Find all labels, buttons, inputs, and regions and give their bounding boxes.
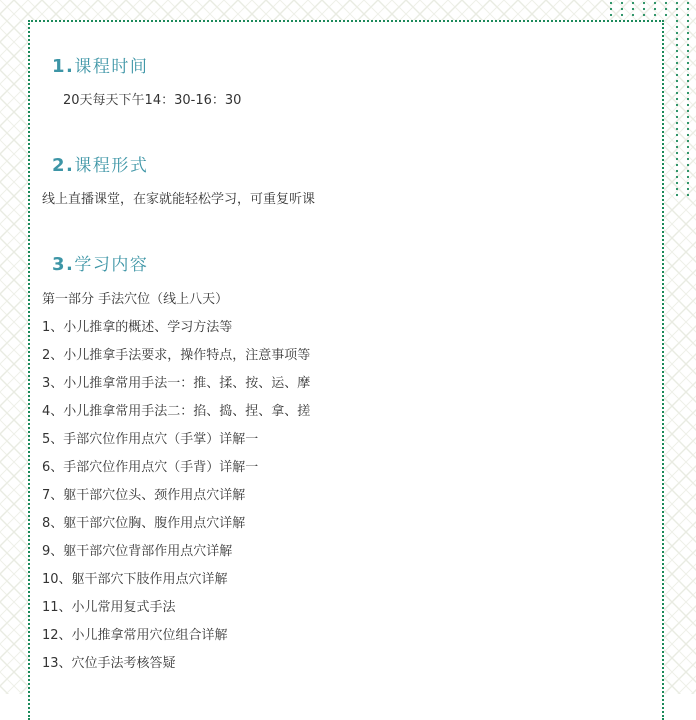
list-item: 1、小儿推拿的概述、学习方法等 <box>42 320 233 335</box>
list-item: 3、小儿推拿常用手法一：推、揉、按、运、摩 <box>42 376 311 391</box>
section-title-text: 学习内容 <box>74 255 149 275</box>
section-number: 3. <box>52 254 75 275</box>
section-number: 2. <box>52 155 75 176</box>
list-item: 10、躯干部穴下肢作用点穴详解 <box>42 572 228 587</box>
section-title-format <box>52 151 148 176</box>
list-item: 7、躯干部穴位头、颈作用点穴详解 <box>42 488 246 503</box>
section-title-time <box>52 52 148 77</box>
content-list <box>42 291 310 683</box>
list-item: 2、小儿推拿手法要求，操作特点，注意事项等 <box>42 348 311 363</box>
list-item: 第一部分 手法穴位（线上八天） <box>42 292 229 307</box>
list-item: 4、小儿推拿常用手法二：掐、捣、捏、拿、搓 <box>42 404 311 419</box>
list-item: 8、躯干部穴位胸、腹作用点穴详解 <box>42 516 246 531</box>
list-item: 6、手部穴位作用点穴（手背）详解一 <box>42 460 259 475</box>
list-item: 11、小儿常用复式手法 <box>42 600 176 615</box>
section-title-text: 课程形式 <box>74 156 149 176</box>
section-number: 1. <box>52 56 75 77</box>
course-format-text: 线上直播课堂，在家就能轻松学习，可重复听课 <box>42 192 316 207</box>
course-time-text: 20天每天下午14：30-16：30 <box>63 93 242 108</box>
list-item: 13、穴位手法考核答疑 <box>42 656 176 671</box>
list-item: 12、小儿推拿常用穴位组合详解 <box>42 628 228 643</box>
list-item: 9、躯干部穴位背部作用点穴详解 <box>42 544 233 559</box>
content-card <box>28 20 664 720</box>
section-title-content <box>52 250 148 275</box>
section-title-text: 课程时间 <box>74 57 149 77</box>
list-item: 5、手部穴位作用点穴（手掌）详解一 <box>42 432 259 447</box>
